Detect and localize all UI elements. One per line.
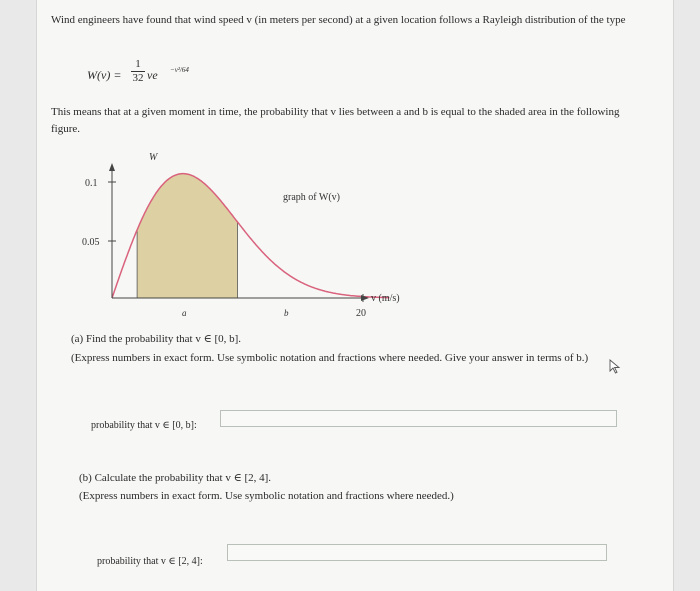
- answer-a-input[interactable]: [220, 410, 617, 427]
- rayleigh-graph: [82, 146, 407, 324]
- y-axis-arrow: [109, 163, 115, 171]
- answer-a-label: probability that v ∈ [0, b]:: [91, 420, 197, 431]
- formula-fraction: [131, 58, 145, 85]
- formula-exponent: −v²/64: [170, 66, 189, 74]
- shaded-area-explanation: This means that at a given moment in time, the probability that v lies between a and b is equal to the shaded area in the following figure.: [51, 106, 620, 135]
- question-a-prompt: (a) Find the probability that v ∈ [0, b].: [71, 333, 242, 345]
- x-tick-label-b: b: [284, 308, 289, 318]
- intro-text: Wind engineers have found that wind speed v (in meters per second) at a given location follows a Rayleigh distribution of the type: [51, 14, 626, 26]
- answer-b-label: probability that v ∈ [2, 4]:: [97, 556, 203, 567]
- shaded-area: [137, 174, 237, 298]
- x-tick-label-20: 20: [356, 308, 366, 319]
- problem-sheet: [36, 0, 674, 591]
- x-axis-arrow: [361, 295, 369, 301]
- question-a-note: (Express numbers in exact form. Use symbolic notation and fractions where needed. Give your answer in terms of b.): [71, 352, 589, 364]
- question-b-note: (Express numbers in exact form. Use symbolic notation and fractions where needed.): [79, 490, 454, 502]
- formula-numerator: 1: [135, 58, 141, 70]
- mouse-cursor-icon: [609, 359, 621, 375]
- formula-rhs: ve: [147, 68, 158, 82]
- x-tick-label-a: a: [182, 308, 187, 318]
- y-axis-label: W: [149, 152, 158, 163]
- rayleigh-formula: [87, 58, 287, 92]
- y-tick-label-1: 0.1: [85, 178, 98, 189]
- formula-denominator: 32: [132, 72, 144, 84]
- curve-label: graph of W(v): [283, 192, 341, 203]
- y-tick-label-2: 0.05: [82, 237, 100, 248]
- formula-lhs: W(v) =: [87, 68, 122, 82]
- question-b-prompt: (b) Calculate the probability that v ∈ [2, 4].: [79, 472, 272, 484]
- answer-b-input[interactable]: [227, 544, 607, 561]
- x-axis-label: v (m/s): [371, 293, 400, 304]
